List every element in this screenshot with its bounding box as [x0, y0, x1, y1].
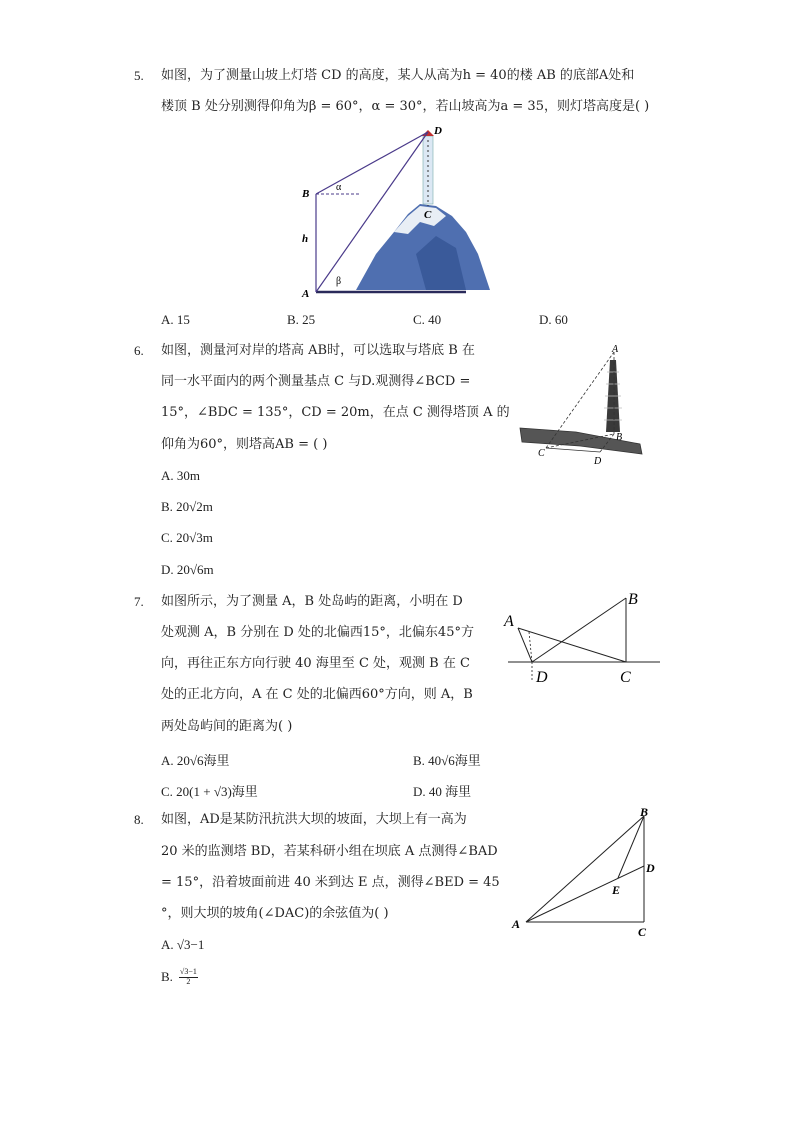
question-7-number: 7.	[134, 594, 144, 609]
label-beta: β	[336, 276, 342, 287]
question-8-line-2: 20 米的监测塔 BD，若某科研小组在坝底 A 点测得∠BAD	[161, 844, 498, 859]
line-ac	[518, 628, 626, 662]
question-6-line-4: 仰角为60°，则塔高AB = ( )	[161, 437, 328, 452]
question-7-line-4: 处的正北方向，A 在 C 处的北偏西60°方向，则 A，B	[161, 687, 473, 702]
label-b: B	[302, 188, 310, 200]
question-7-option-c[interactable]: C. 20(1 + √3)海里	[161, 784, 258, 799]
question-6-option-c[interactable]: C. 20√3m	[161, 530, 213, 545]
question-7-option-a[interactable]: A. 20√6海里	[161, 753, 230, 768]
question-7-line-1: 如图所示，为了测量 A，B 处岛屿的距离，小明在 D	[161, 594, 463, 609]
question-6-option-a[interactable]: A. 30m	[161, 468, 200, 483]
question-6-line-2: 同一水平面内的两个测量基点 C 与D.观测得∠BCD =	[161, 374, 471, 389]
line-db	[532, 598, 626, 662]
question-5-option-b[interactable]: B. 25	[287, 312, 316, 327]
question-5-option-c[interactable]: C. 40	[413, 312, 442, 327]
label-b: B	[640, 806, 649, 819]
option-b-fraction	[179, 968, 198, 987]
label-d: D	[536, 669, 548, 686]
label-c: C	[424, 209, 432, 221]
label-c: C	[538, 448, 545, 459]
line-cd	[546, 448, 600, 452]
label-b: B	[628, 591, 638, 608]
question-8-figure	[506, 806, 672, 940]
question-5-option-a[interactable]: A. 15	[161, 312, 190, 327]
option-b-prefix: B.	[161, 969, 173, 985]
label-d: D	[434, 125, 442, 137]
label-a: A	[612, 344, 619, 355]
question-5-figure	[296, 124, 496, 302]
question-7-line-3: 向，再往正东方向行驶 40 海里至 C 处，观测 B 在 C	[161, 656, 470, 671]
question-7-option-b[interactable]: B. 40√6海里	[413, 753, 481, 768]
question-6-figure	[516, 340, 646, 472]
question-7-line-2: 处观测 A，B 分别在 D 处的北偏西15°，北偏东45°方	[161, 625, 474, 640]
label-a: A	[302, 288, 310, 300]
label-d: D	[594, 456, 602, 467]
label-d: D	[646, 861, 655, 875]
question-8-number: 8.	[134, 812, 144, 827]
question-6-line-3: 15°，∠BDC = 135°，CD = 20m，在点 C 测得塔顶 A 的	[161, 405, 510, 420]
question-8-option-a[interactable]: A. √3−1	[161, 937, 205, 952]
question-7-line-5: 两处岛屿间的距离为( )	[161, 719, 293, 734]
question-8-line-3: = 15°，沿着坡面前进 40 米到达 E 点，测得∠BED = 45	[161, 875, 500, 890]
sight-line-b-d	[316, 132, 428, 194]
question-5-line-1: 如图，为了测量山坡上灯塔 CD 的高度，某人从高为h = 40的楼 AB 的底部A处和	[161, 68, 635, 83]
question-8-line-1: 如图，AD是某防汛抗洪大坝的坡面，大坝上有一高为	[161, 812, 467, 827]
question-5-option-d[interactable]: D. 60	[539, 312, 568, 327]
label-c: C	[638, 925, 647, 939]
question-5-number: 5.	[134, 68, 144, 83]
label-b: B	[616, 432, 623, 443]
question-6-option-d[interactable]: D. 20√6m	[161, 562, 214, 577]
label-alpha: α	[336, 182, 342, 193]
label-c: C	[620, 669, 631, 686]
line-ad	[526, 866, 644, 922]
label-e: E	[612, 883, 621, 897]
question-8-option-b[interactable]	[161, 968, 198, 987]
question-6-number: 6.	[134, 343, 144, 358]
question-6-option-b[interactable]: B. 20√2m	[161, 499, 213, 514]
label-h: h	[302, 233, 309, 245]
question-6-line-1: 如图，测量河对岸的塔高 AB时，可以选取与塔底 B 在	[161, 343, 475, 358]
line-eb	[618, 816, 644, 878]
option-b-denominator: 2	[186, 976, 191, 986]
question-7-option-d[interactable]: D. 40 海里	[413, 784, 472, 799]
option-b-numerator: √3−1	[179, 967, 197, 976]
question-8-line-4: °，则大坝的坡角(∠DAC)的余弦值为( )	[161, 906, 389, 921]
line-ab	[526, 816, 644, 922]
question-7-figure	[500, 584, 666, 690]
label-a: A	[504, 613, 514, 630]
question-5-line-2: 楼顶 B 处分别测得仰角为β = 60°，α = 30°，若山坡高为a = 35，则灯塔高度是( )	[161, 99, 650, 114]
label-a: A	[512, 917, 521, 931]
